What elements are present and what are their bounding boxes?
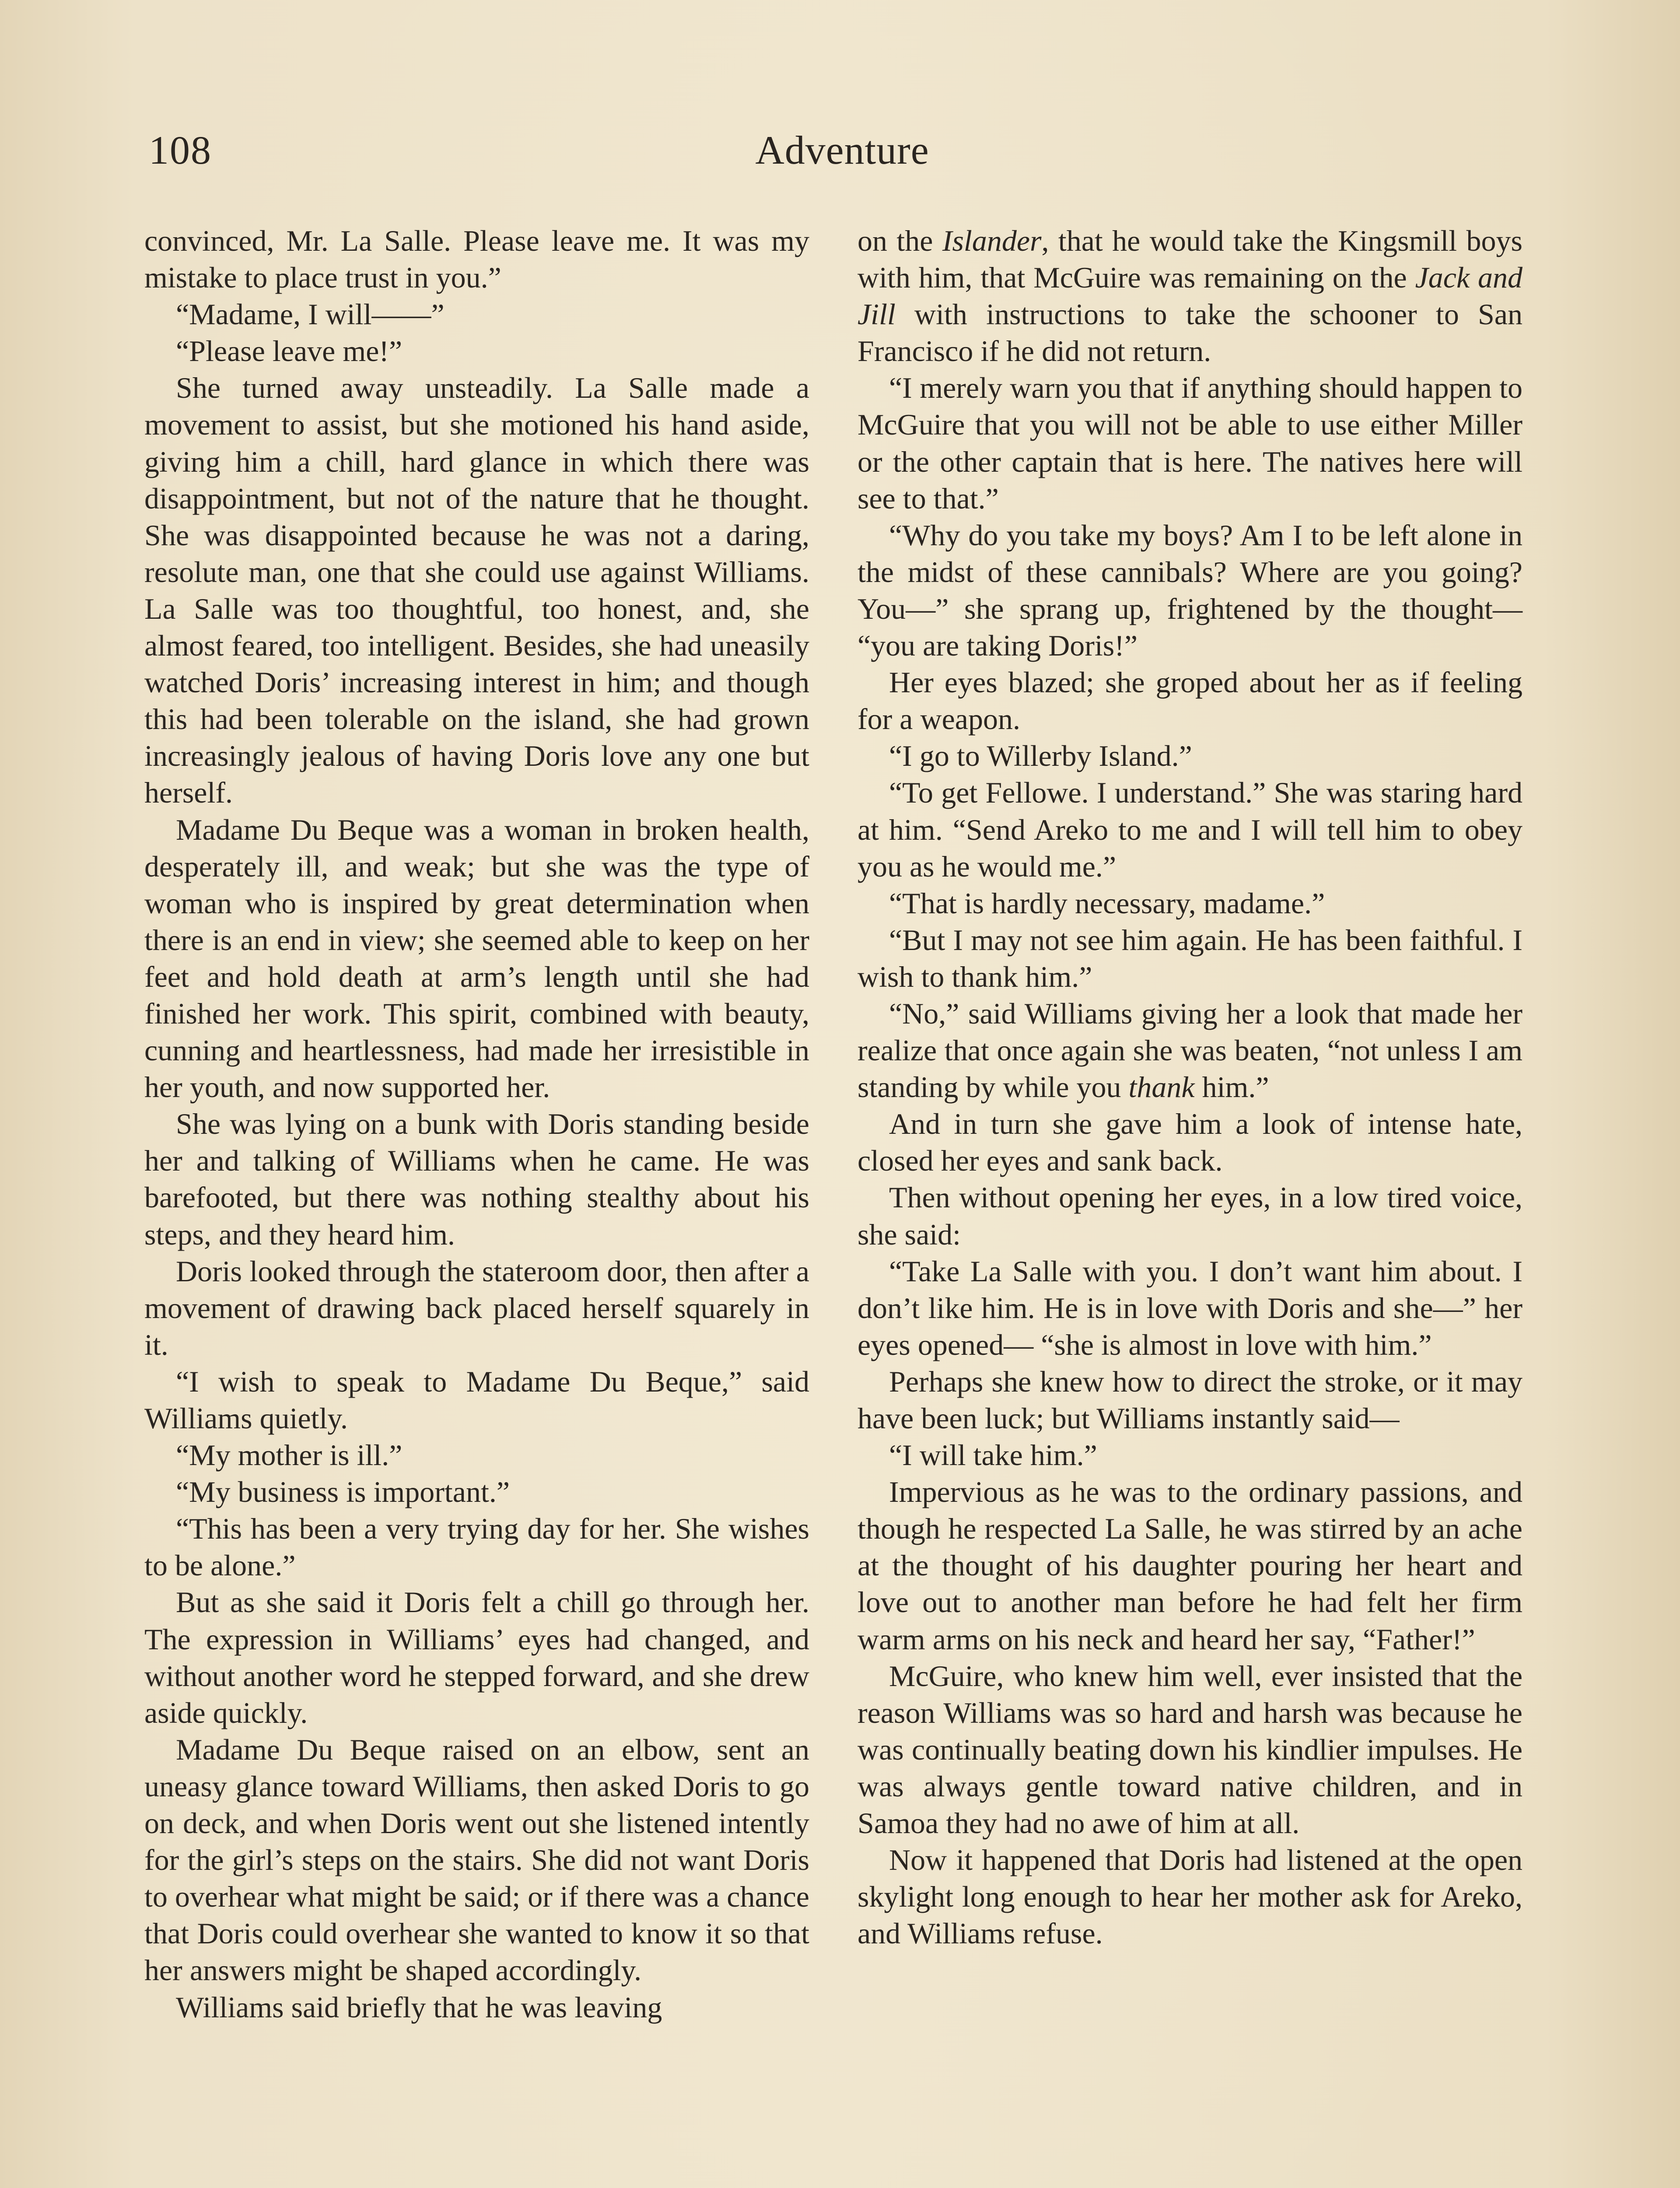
ship-name: Jack and Jill (858, 261, 1522, 331)
paragraph: “I wish to speak to Madame Du Beque,” said Williams quietly. (144, 1364, 809, 1435)
page-number: 108 (149, 128, 212, 172)
paragraph: “Please leave me!” (176, 334, 402, 368)
paragraph: Then without opening her eyes, in a low tired voice, she said: (858, 1181, 1522, 1251)
paragraph: She was lying on a bunk with Doris standing beside her and talking of Williams when he came. He was barefooted, but there was nothing stealthy about his steps, and they heard him. (144, 1107, 809, 1251)
text-run: , that he would take the Kingsmill boys with him, that McGuire was remaining on the (858, 224, 1522, 295)
paragraph: Williams said briefly that he was leaving (176, 1990, 662, 2024)
paragraph: “My business is important.” (176, 1475, 510, 1509)
paragraph: McGuire, who knew him well, ever insisted that the reason Williams was so hard and harsh was because he was continually beating down his kindlier impulses. He was always gentle toward native children, and in Samoa they had no awe of him at all. (858, 1659, 1522, 1840)
paragraph: Now it happened that Doris had listened at the open skylight long enough to hear her mother ask for Areko, and Williams refuse. (858, 1843, 1522, 1950)
paragraph: “Madame, I will——” (176, 298, 444, 331)
paragraph: “Why do you take my boys? Am I to be left alone in the midst of these cannibals? Where are you going? You—” she sprang up, frightened by the thought— “you are taking Doris!” (858, 518, 1522, 663)
page-header (149, 127, 1536, 188)
paragraph: “This has been a very trying day for her. She wishes to be alone.” (144, 1512, 809, 1582)
paragraph: And in turn she gave him a look of intense hate, closed her eyes and sank back. (858, 1107, 1522, 1178)
emphasis: thank (1128, 1070, 1195, 1104)
paragraph: Her eyes blazed; she groped about her as if feeling for a weapon. (858, 666, 1522, 736)
paragraph: convinced, Mr. La Salle. Please leave me. It was my mistake to place trust in you.” (144, 224, 809, 295)
paragraph: Perhaps she knew how to direct the stroke, or it may have been luck; but Williams instantly said— (858, 1364, 1522, 1435)
paragraph: “I merely warn you that if anything should happen to McGuire that you will not be able to use either Miller or the other captain that is here. The natives here will see to that.” (858, 371, 1522, 515)
ship-name: Islander (942, 224, 1042, 257)
paragraph: Madame Du Beque raised on an elbow, sent an uneasy glance toward Williams, then asked Doris to go on deck, and when Doris went out she listened intently for the girl’s steps on the stairs. She did not want Doris to overhear what might be said; or if there was a chance that Doris could overhear she wanted to know it so that her answers might be shaped accordingly. (144, 1732, 809, 1987)
text-run: on the (858, 224, 942, 257)
paragraph: “I will take him.” (889, 1438, 1097, 1472)
paragraph (858, 222, 1522, 369)
paragraph: “Take La Salle with you. I don’t want him about. I don’t like him. He is in love with Doris and she—” her eyes opened— “she is almost in love with him.” (858, 1254, 1522, 1361)
running-title: Adventure (755, 128, 929, 172)
left-column (144, 222, 809, 2026)
paragraph: Madame Du Beque was a woman in broken health, desperately ill, and weak; but she was the type of woman who is inspired by great determination when there is an end in view; she seemed able to keep on her feet and hold death at arm’s length until she had finished her work. This spirit, combined with beauty, cunning and heartlessness, had made her irresistible in her youth, and now supported her. (144, 813, 809, 1104)
paragraph: “My mother is ill.” (176, 1438, 402, 1472)
text-run: him.” (1194, 1070, 1269, 1104)
right-column (858, 222, 1522, 1952)
paragraph: “I go to Willerby Island.” (889, 739, 1192, 773)
paragraph: “But I may not see him again. He has been faithful. I wish to thank him.” (858, 923, 1522, 993)
text-run: “No,” said Williams giving her a look that made her realize that once again she was beaten, “not unless I am standing by while you (858, 996, 1522, 1104)
text-run: with instructions to take the schooner to San Francisco if he did not return. (858, 298, 1522, 368)
paragraph: Impervious as he was to the ordinary passions, and though he respected La Salle, he was stirred by an ache at the thought of his daughter pouring her heart and love out to another man before he had felt her firm warm arms on his neck and heard her say, “Father!” (858, 1475, 1522, 1656)
paragraph: She turned away unsteadily. La Salle made a movement to assist, but she motioned his hand aside, giving him a chill, hard glance in which there was disappointment, but not of the nature that he thought. She was disappointed because he was not a daring, resolute man, one that she could use against Williams. La Salle was too thoughtful, too honest, and, she almost feared, too intelligent. Besides, she had uneasily watched Doris’ increasing interest in him; and though this had been tolerable on the island, she had grown increasingly jealous of having Doris love any one but herself. (144, 371, 809, 810)
paragraph: Doris looked through the stateroom door, then after a movement of drawing back placed herself squarely in it. (144, 1254, 809, 1361)
paragraph: But as she said it Doris felt a chill go through her. The expression in Williams’ eyes had changed, and without another word he stepped forward, and she drew aside quickly. (144, 1585, 809, 1729)
paragraph: “That is hardly necessary, madame.” (889, 886, 1325, 920)
paragraph: “To get Fellowe. I understand.” She was staring hard at him. “Send Areko to me and I will tell him to obey you as he would me.” (858, 776, 1522, 883)
paragraph (858, 995, 1522, 1105)
